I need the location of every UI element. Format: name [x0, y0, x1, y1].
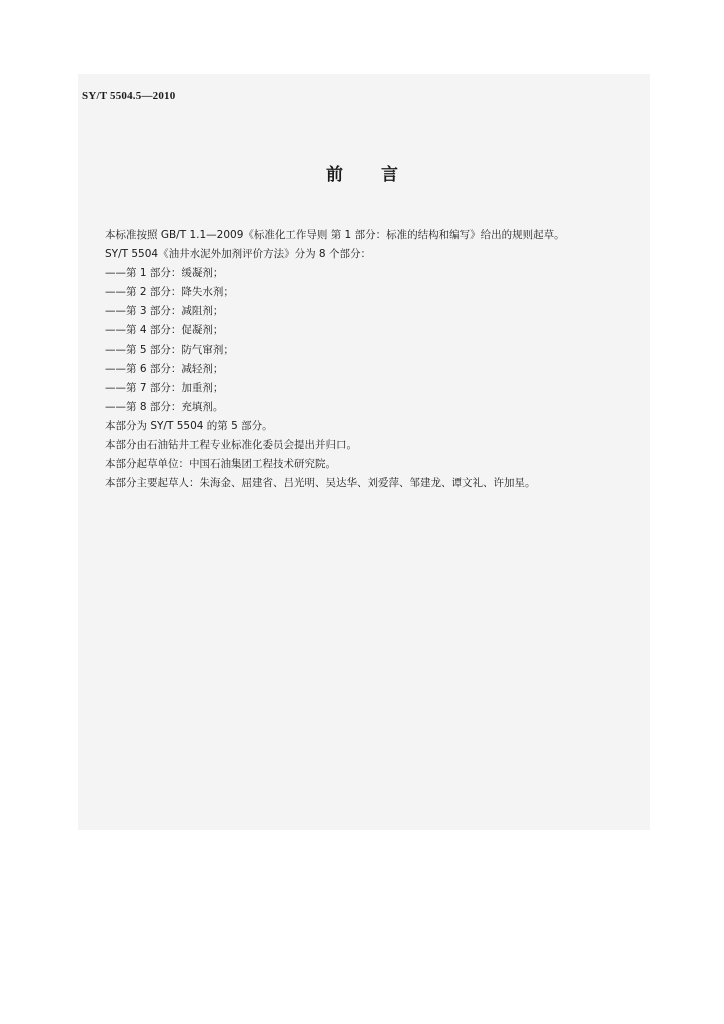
- list-item: ——第 2 部分：降失水剂；: [105, 286, 234, 299]
- list-item: ——第 5 部分：防气窜剂；: [105, 343, 234, 356]
- list-item: ——第 7 部分：加重剂；: [105, 381, 224, 394]
- parts-list: [84, 264, 644, 417]
- page-title: 前言: [326, 165, 436, 185]
- list-item: ——第 6 部分：减轻剂；: [105, 362, 224, 375]
- list-item: ——第 4 部分：促凝剂；: [105, 324, 224, 337]
- foreword-paragraph-proposer: 本部分由石油钻井工程专业标准化委员会提出并归口。: [105, 439, 357, 452]
- document-id-header: SY/T 5504.5—2010: [82, 90, 176, 102]
- list-item: ——第 3 部分：减阻剂；: [105, 305, 224, 318]
- foreword-paragraph-drafters: 本部分主要起草人：朱海金、屈建省、吕光明、吴达华、刘爱萍、邹建龙、谭文礼、许加星。: [105, 477, 536, 490]
- foreword-paragraph-part-number: 本部分为 SY/T 5504 的第 5 部分。: [105, 419, 273, 432]
- foreword-paragraph-standard-basis: 本标准按照 GB/T 1.1—2009《标准化工作导则 第 1 部分：标准的结构和编写》给出的规则起草。: [105, 229, 565, 241]
- foreword-paragraph-drafting-unit: 本部分起草单位：中国石油集团工程技术研究院。: [105, 458, 336, 471]
- foreword-body: [84, 226, 644, 493]
- list-item: ——第 1 部分：缓凝剂；: [105, 267, 224, 280]
- list-item: ——第 8 部分：充填剂。: [105, 400, 224, 413]
- foreword-paragraph-parts-intro: SY/T 5504《油井水泥外加剂评价方法》分为 8 个部分：: [105, 248, 371, 261]
